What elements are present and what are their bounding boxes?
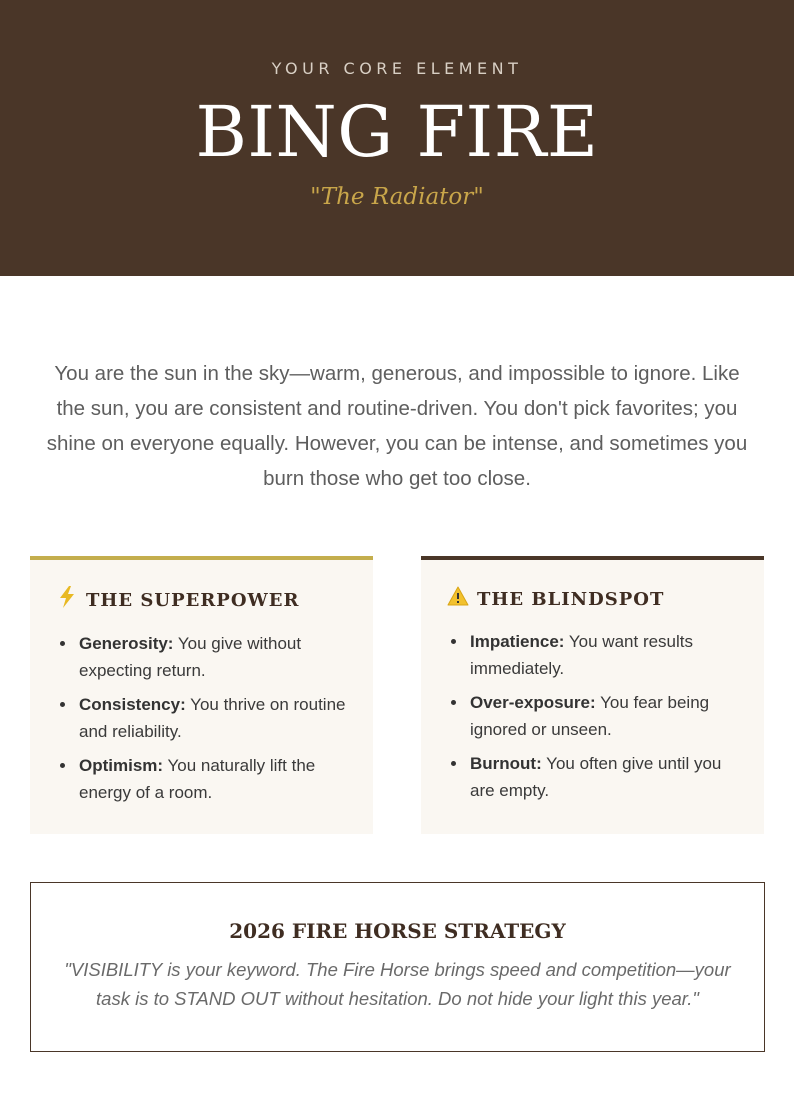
- blindspot-card: [421, 556, 764, 834]
- list-item: [447, 750, 738, 804]
- superpower-card: [30, 556, 373, 834]
- superpower-list: [56, 630, 347, 806]
- intro-paragraph: You are the sun in the sky—warm, generous, and impossible to ignore. Like the sun, you are consistent and routine-driven. You don't pick favorites; you shine on everyone equally. However, you can be intense, and sometimes you burn those who get too close.: [46, 362, 748, 490]
- item-text: You fear being ignored or unseen.: [470, 693, 710, 739]
- strategy-quote: "VISIBILITY is your keyword. The Fire Horse brings speed and competition—your task is to STAND OUT without hesitation. Do not hide your light this year.": [64, 959, 731, 1009]
- eyebrow-label: YOUR CORE ELEMENT: [271, 59, 523, 78]
- superpower-title: THE SUPERPOWER: [86, 589, 300, 611]
- list-item: [56, 630, 347, 684]
- page-title: BING FIRE: [195, 91, 599, 173]
- item-text: You naturally lift the energy of a room.: [79, 756, 316, 802]
- strategy-box: [30, 882, 765, 1052]
- item-term: Burnout:: [470, 754, 542, 773]
- page-subtitle: "The Radiator": [310, 184, 484, 210]
- item-term: Over-exposure:: [470, 693, 596, 712]
- item-text: You want results immediately.: [470, 632, 694, 678]
- strategy-title: 2026 FIRE HORSE STRATEGY: [229, 919, 566, 943]
- list-item: [447, 628, 738, 682]
- item-term: Impatience:: [470, 632, 565, 651]
- list-item: [56, 691, 347, 745]
- lightning-icon: [56, 586, 78, 614]
- blindspot-title: THE BLINDSPOT: [477, 588, 665, 610]
- superpower-card-header: [56, 586, 347, 614]
- item-term: Consistency:: [79, 695, 186, 714]
- item-text: You give without expecting return.: [79, 634, 302, 680]
- warning-icon: [447, 586, 469, 612]
- list-item: [447, 689, 738, 743]
- item-term: Generosity:: [79, 634, 174, 653]
- list-item: [56, 752, 347, 806]
- item-text: You thrive on routine and reliability.: [79, 695, 346, 741]
- item-term: Optimism:: [79, 756, 164, 775]
- blindspot-card-header: [447, 586, 738, 612]
- hero-header: [0, 0, 794, 276]
- item-text: You often give until you are empty.: [470, 754, 722, 800]
- blindspot-list: [447, 628, 738, 804]
